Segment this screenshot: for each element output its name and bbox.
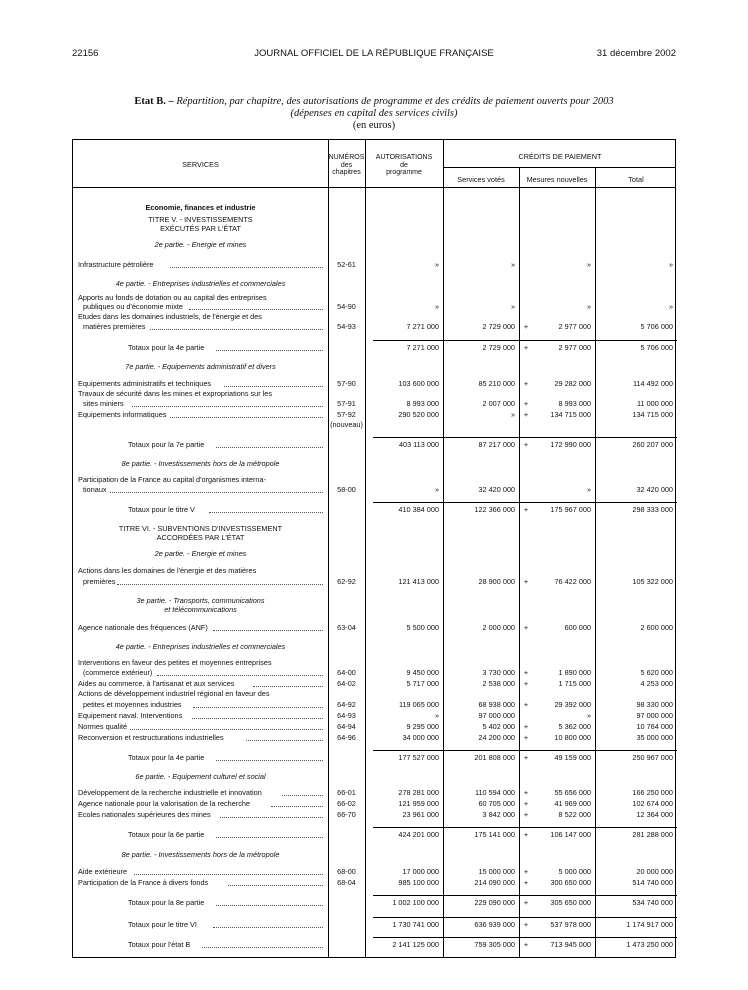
row-label: Equipement naval. Interventions [78,711,183,720]
total-value: 4 253 000 [640,679,673,688]
plus-sign: + [523,668,529,677]
autorisations-value: 121 959 000 [398,799,439,808]
total-value: 114 492 000 [632,379,673,388]
chapter-number: 64-96 [337,733,356,742]
plus-sign: + [523,679,529,688]
leader-dots [282,795,323,796]
total-label: Totaux pour la 4e partie [128,753,205,762]
autorisations-value: 119 065 000 [398,700,439,709]
mesures-value: 175 967 000 [550,505,591,514]
total-label: Totaux pour la 7e partie [128,440,205,449]
mesures-value: » [586,260,591,269]
chapter-number: 54-93 [337,322,356,331]
services-votes-value: 175 141 000 [474,830,515,839]
section-heading: ACCORDÉES PAR L'ÉTAT [156,533,245,542]
mesures-value: 29 282 000 [554,379,591,388]
autorisations-value: 34 000 000 [402,733,439,742]
total-rule [373,937,677,938]
plus-sign: + [523,722,529,731]
row-label: tionaux [83,485,107,494]
plus-sign: + [523,505,529,514]
autorisations-value: 1 002 100 000 [392,898,439,907]
autorisations-value: 177 527 000 [398,753,439,762]
plus-sign: + [523,399,529,408]
page-number: 22156 [72,48,99,59]
section-heading: 2e partie. - Energie et mines [154,240,247,249]
row-label: Etudes dans les domaines industriels, de l'énergie et des [78,312,262,321]
total-value: 5 706 000 [640,322,673,331]
leader-dots [170,267,323,268]
leader-dots [216,760,323,761]
services-votes-value: » [510,410,515,419]
plus-sign: + [523,920,529,929]
mesures-value: 537 978 000 [550,920,591,929]
autorisations-value: 2 141 125 000 [392,940,439,949]
row-label: Infrastructure pétrolière [78,260,154,269]
total-value: 98 330 000 [636,700,673,709]
section-heading: TITRE VI. - SUBVENTIONS D'INVESTISSEMENT [118,524,283,533]
plus-sign: + [523,810,529,819]
total-value: 134 715 000 [632,410,673,419]
total-value: 281 288 000 [632,830,673,839]
chapter-number: 66-70 [337,810,356,819]
leader-dots [228,885,323,886]
leader-dots [246,740,323,741]
autorisations-value: 5 500 000 [406,623,439,632]
col-credits: CRÉDITS DE PAIEMENT [518,152,602,161]
chapter-number: 58-00 [337,485,356,494]
autorisations-value: 103 600 000 [398,379,439,388]
services-votes-value: 28 900 000 [478,577,515,586]
services-votes-value: 24 200 000 [478,733,515,742]
services-votes-value: 85 210 000 [478,379,515,388]
section-heading: 6e partie. - Equipement culturel et social [135,772,266,781]
plus-sign: + [523,322,529,331]
plus-sign: + [523,343,529,352]
mesures-value: 2 977 000 [558,322,591,331]
leader-dots [193,707,323,708]
total-label: Totaux pour la 4e partie [128,343,205,352]
row-label: Ecoles nationales supérieures des mines [78,810,211,819]
autorisations-value: » [434,485,439,494]
mesures-value: 1 890 000 [558,668,591,677]
plus-sign: + [523,867,529,876]
header-rule [73,187,675,188]
autorisations-value: 290 520 000 [398,410,439,419]
leader-dots [213,927,323,928]
section-heading: Economie, finances et industrie [145,203,256,212]
services-votes-value: 110 594 000 [474,788,515,797]
autorisations-value: 121 413 000 [398,577,439,586]
mesures-value: 10 800 000 [554,733,591,742]
services-votes-value: 15 000 000 [478,867,515,876]
total-rule [373,827,677,828]
leader-dots [134,874,323,875]
section-heading: 8e partie. - Investissements hors de la métropole [121,850,280,859]
title-label: Etat B. – [134,96,174,107]
plus-sign: + [523,799,529,808]
section-heading: EXÉCUTÉS PAR L'ÉTAT [160,224,241,233]
row-label: petites et moyennes industries [83,700,182,709]
total-label: Totaux pour le titre V [128,505,195,514]
services-votes-value: 97 000 000 [478,711,515,720]
plus-sign: + [523,788,529,797]
section-heading: TITRE V. - INVESTISSEMENTS [148,215,253,224]
services-votes-value: 636 939 000 [474,920,515,929]
plus-sign: + [523,440,529,449]
row-label: Agence nationale des fréquences (ANF) [78,623,208,632]
section-heading: 4e partie. - Entreprises industrielles et commerciales [115,642,286,651]
mesures-value: 29 392 000 [554,700,591,709]
total-value: 166 250 000 [632,788,673,797]
services-votes-value: » [510,260,515,269]
total-value: 2 600 000 [640,623,673,632]
mesures-value: 76 422 000 [554,577,591,586]
header-date: 31 décembre 2002 [596,48,676,59]
services-votes-value: 214 090 000 [474,878,515,887]
leader-dots [216,350,323,351]
col-mesures: Mesures nouvelles [526,175,588,184]
chapter-number: 54-90 [337,302,356,311]
chapter-number: (nouveau) [330,420,363,429]
total-label: Totaux pour la 6e partie [128,830,205,839]
leader-dots [271,806,323,807]
leader-dots [216,447,323,448]
row-label: Travaux de sécurité dans les mines et expropriations sur les [78,389,272,398]
col-services: SERVICES [182,160,219,169]
services-votes-value: 60 705 000 [478,799,515,808]
total-value: 35 000 000 [636,733,673,742]
services-votes-value: 759 305 000 [474,940,515,949]
autorisations-value: 278 281 000 [398,788,439,797]
total-rule [373,437,677,438]
plus-sign: + [523,410,529,419]
row-label: Actions dans les domaines de l'énergie et des matières [78,566,257,575]
total-value: 32 420 000 [636,485,673,494]
total-rule [373,340,677,341]
row-label: Agence nationale pour la valorisation de la recherche [78,799,250,808]
autorisations-value: 8 993 000 [406,399,439,408]
plus-sign: + [523,379,529,388]
autorisations-value: 410 384 000 [398,505,439,514]
budget-table [72,139,676,958]
services-votes-value: 201 808 000 [474,753,515,762]
chapter-number: 68-04 [337,878,356,887]
total-value: 298 333 000 [632,505,673,514]
plus-sign: + [523,623,529,632]
chapter-number: 57-92 [337,410,356,419]
services-votes-value: 3 730 000 [482,668,515,677]
chapter-number: 66-01 [337,788,356,797]
plus-sign: + [523,577,529,586]
total-value: 5 620 000 [640,668,673,677]
plus-sign: + [523,733,529,742]
services-votes-value: » [510,302,515,311]
row-label: Développement de la recherche industrielle et innovation [78,788,262,797]
chapter-number: 57-91 [337,399,356,408]
total-rule [373,502,677,503]
total-label: Totaux pour la 8e partie [128,898,205,907]
total-value: 10 764 000 [636,722,673,731]
plus-sign: + [523,700,529,709]
total-value: 514 740 000 [632,878,673,887]
total-value: 97 000 000 [636,711,673,720]
row-label: Aide extérieure [78,867,128,876]
leader-dots [253,686,323,687]
col-services-votes: Services votés [457,175,505,184]
mesures-value: 2 977 000 [558,343,591,352]
mesures-value: 49 159 000 [554,753,591,762]
plus-sign: + [523,940,529,949]
row-label: Normes qualité [78,722,128,731]
services-votes-value: 68 938 000 [478,700,515,709]
mesures-value: 5 362 000 [558,722,591,731]
autorisations-value: 9 295 000 [406,722,439,731]
chapter-number: 57-90 [337,379,356,388]
section-heading: et télécommunications [164,605,237,614]
section-heading: 2e partie. - Energie et mines [154,549,247,558]
chapter-number: 63-04 [337,623,356,632]
row-label: Equipements informatiques [78,410,167,419]
mesures-value: 300 650 000 [550,878,591,887]
row-label: publiques ou d'économie mixte [83,302,183,311]
total-value: 1 174 917 000 [626,920,673,929]
plus-sign: + [523,753,529,762]
mesures-value: 8 522 000 [558,810,591,819]
autorisations-value: 9 450 000 [406,668,439,677]
chapter-number: 64-02 [337,679,356,688]
row-label: Participation de la France à divers fonds [78,878,209,887]
services-votes-value: 32 420 000 [478,485,515,494]
total-value: 20 000 000 [636,867,673,876]
autorisations-value: 7 271 000 [406,343,439,352]
section-heading: 8e partie. - Investissements hors de la métropole [121,459,280,468]
section-heading: 3e partie. - Transports, communications [136,596,265,605]
leader-dots [189,309,323,310]
col-total: Total [628,175,644,184]
mesures-value: 134 715 000 [550,410,591,419]
row-label: Aides au commerce, à l'artisanat et aux services [78,679,235,688]
total-value: 12 364 000 [636,810,673,819]
total-rule [373,895,677,896]
row-label: sites miniers [83,399,124,408]
services-votes-value: 2 729 000 [482,343,515,352]
mesures-value: 713 945 000 [550,940,591,949]
total-value: » [668,260,673,269]
total-value: 1 473 250 000 [626,940,673,949]
total-value: 250 967 000 [632,753,673,762]
mesures-value: 41 969 000 [554,799,591,808]
services-votes-value: 122 366 000 [474,505,515,514]
document-title [72,96,676,132]
plus-sign: + [523,878,529,887]
total-value: 534 740 000 [632,898,673,907]
autorisations-value: 23 961 000 [402,810,439,819]
total-rule [373,917,677,918]
row-label: Apports au fonds de dotation ou au capital des entreprises [78,293,267,302]
page-header [72,48,676,62]
leader-dots [132,406,323,407]
section-heading: 4e partie. - Entreprises industrielles et commerciales [115,279,286,288]
chapter-number: 64-00 [337,668,356,677]
mesures-value: 600 000 [564,623,591,632]
plus-sign: + [523,830,529,839]
services-votes-value: 2 729 000 [482,322,515,331]
row-label: Equipements administratifs et techniques [78,379,212,388]
autorisations-value: » [434,302,439,311]
services-votes-value: 229 090 000 [474,898,515,907]
col-numeros: NUMÉROS des chapitres [328,154,365,176]
leader-dots [202,947,323,948]
section-heading: 7e partie. - Equipements administratif et divers [125,362,276,371]
title-unit: (en euros) [352,120,396,131]
autorisations-value: 424 201 000 [398,830,439,839]
services-votes-value: 87 217 000 [478,440,515,449]
autorisations-value: » [434,711,439,720]
row-label: premières [83,577,116,586]
chapter-number: 64-92 [337,700,356,709]
chapter-number: 68-00 [337,867,356,876]
leader-dots [213,630,323,631]
services-votes-value: 2 000 000 [482,623,515,632]
header-rule [443,167,675,168]
chapter-number: 52-61 [337,260,356,269]
mesures-value: 5 000 000 [558,867,591,876]
total-rule [373,750,677,751]
mesures-value: » [586,302,591,311]
title-text: Répartition, par chapitre, des autorisations de programme et des crédits de paiement ouverts pour 2003 [176,96,614,107]
row-label: Participation de la France au capital d'organismes interna- [78,475,266,484]
autorisations-value: 1 730 741 000 [392,920,439,929]
autorisations-value: 7 271 000 [406,322,439,331]
total-value: 105 322 000 [632,577,673,586]
autorisations-value: 5 717 000 [406,679,439,688]
leader-dots [117,584,323,585]
mesures-value: 8 993 000 [558,399,591,408]
autorisations-value: 985 100 000 [398,878,439,887]
autorisations-value: 17 000 000 [402,867,439,876]
row-label: Interventions en faveur des petites et moyennes entreprises [78,658,272,667]
row-label: matières premières [83,322,146,331]
leader-dots [110,492,323,493]
services-votes-value: 2 538 000 [482,679,515,688]
total-value: 5 706 000 [640,343,673,352]
leader-dots [224,386,323,387]
mesures-value: 106 147 000 [550,830,591,839]
leader-dots [220,817,323,818]
total-value: » [668,302,673,311]
services-votes-value: 2 007 000 [482,399,515,408]
mesures-value: » [586,711,591,720]
services-votes-value: 5 402 000 [482,722,515,731]
leader-dots [130,729,323,730]
leader-dots [150,329,323,330]
row-label: Actions de développement industriel régional en faveur des [78,689,270,698]
leader-dots [216,837,323,838]
autorisations-value: » [434,260,439,269]
leader-dots [209,512,323,513]
leader-dots [157,675,323,676]
chapter-number: 66-02 [337,799,356,808]
total-value: 260 207 000 [632,440,673,449]
leader-dots [170,417,323,418]
plus-sign: + [523,898,529,907]
total-value: 11 000 000 [637,399,673,408]
chapter-number: 64-94 [337,722,356,731]
row-label: Reconversion et restructurations industrielles [78,733,224,742]
row-label: (commerce extérieur) [83,668,153,677]
chapter-number: 62-92 [337,577,356,586]
total-label: Totaux pour l'état B [128,940,191,949]
chapter-number: 64-93 [337,711,356,720]
total-value: 102 674 000 [632,799,673,808]
autorisations-value: 403 113 000 [398,440,439,449]
title-subtitle: (dépenses en capital des services civils) [290,108,458,119]
leader-dots [192,718,323,719]
total-label: Totaux pour le titre VI [128,920,197,929]
mesures-value: 172 990 000 [550,440,591,449]
journal-title: JOURNAL OFFICIEL DE LA RÉPUBLIQUE FRANÇAISE [254,48,494,59]
mesures-value: 1 715 000 [558,679,591,688]
mesures-value: » [586,485,591,494]
services-votes-value: 3 842 000 [482,810,515,819]
leader-dots [216,905,323,906]
mesures-value: 55 656 000 [554,788,591,797]
mesures-value: 305 650 000 [550,898,591,907]
col-autorisations: AUTORISATIONS de programme [375,154,433,176]
